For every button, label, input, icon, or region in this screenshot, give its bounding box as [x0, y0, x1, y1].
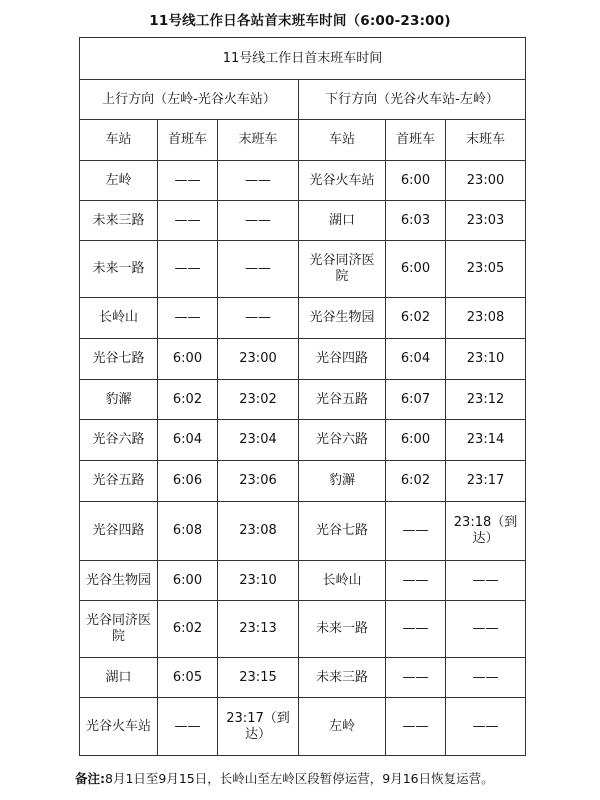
- cell-first-train-up: 6:00: [158, 561, 218, 601]
- cell-first-train-down: ——: [386, 601, 446, 658]
- table-row: [80, 502, 526, 561]
- cell-last-train-down: ——: [446, 601, 526, 658]
- cell-last-train-up: 23:04: [218, 420, 299, 461]
- cell-first-train-down: 6:07: [386, 380, 446, 420]
- cell-station-down: 湖口: [299, 201, 386, 241]
- cell-last-train-up: ——: [218, 201, 299, 241]
- table-row: [80, 658, 526, 698]
- cell-first-train-down: ——: [386, 658, 446, 698]
- cell-station-down: 光谷火车站: [299, 161, 386, 201]
- cell-last-train-up: 23:02: [218, 380, 299, 420]
- table-row: [80, 461, 526, 502]
- cell-first-train-up: ——: [158, 241, 218, 298]
- cell-station-up: 左岭: [80, 161, 158, 201]
- cell-station-up: 光谷火车站: [80, 698, 158, 756]
- cell-last-train-down: 23:14: [446, 420, 526, 461]
- cell-last-train-down: 23:18（到达）: [446, 502, 526, 561]
- cell-last-train-down: 23:10: [446, 339, 526, 380]
- cell-station-up: 未来三路: [80, 201, 158, 241]
- table-row: [80, 420, 526, 461]
- cell-station-up: 光谷七路: [80, 339, 158, 380]
- cell-station-down: 光谷七路: [299, 502, 386, 561]
- cell-last-train-down: 23:08: [446, 298, 526, 339]
- footnote: [75, 769, 595, 787]
- cell-station-down: 未来一路: [299, 601, 386, 658]
- cell-last-train-down: ——: [446, 561, 526, 601]
- cell-first-train-down: 6:02: [386, 461, 446, 502]
- header-last-train-up: 末班车: [218, 120, 299, 161]
- cell-station-down: 左岭: [299, 698, 386, 756]
- cell-last-train-down: ——: [446, 698, 526, 756]
- cell-last-train-up: 23:10: [218, 561, 299, 601]
- cell-last-train-up: 23:00: [218, 339, 299, 380]
- cell-first-train-down: 6:03: [386, 201, 446, 241]
- cell-last-train-down: 23:05: [446, 241, 526, 298]
- cell-first-train-down: 6:00: [386, 161, 446, 201]
- cell-first-train-up: ——: [158, 698, 218, 756]
- cell-first-train-up: 6:02: [158, 601, 218, 658]
- cell-station-up: 光谷四路: [80, 502, 158, 561]
- header-station-up: 车站: [80, 120, 158, 161]
- table-caption: 11号线工作日首末班车时间: [80, 38, 526, 80]
- cell-station-down: 光谷五路: [299, 380, 386, 420]
- cell-last-train-up: 23:08: [218, 502, 299, 561]
- cell-first-train-up: 6:00: [158, 339, 218, 380]
- header-first-train-up: 首班车: [158, 120, 218, 161]
- cell-first-train-down: 6:02: [386, 298, 446, 339]
- cell-first-train-down: 6:00: [386, 420, 446, 461]
- cell-last-train-down: 23:17: [446, 461, 526, 502]
- header-last-train-down: 末班车: [446, 120, 526, 161]
- cell-first-train-up: ——: [158, 201, 218, 241]
- note-text: 8月1日至9月15日，长岭山至左岭区段暂停运营，9月16日恢复运营。: [105, 771, 494, 786]
- cell-last-train-down: ——: [446, 658, 526, 698]
- cell-first-train-up: 6:05: [158, 658, 218, 698]
- cell-last-train-up: 23:17（到达）: [218, 698, 299, 756]
- table-row: [80, 698, 526, 756]
- cell-first-train-down: 6:00: [386, 241, 446, 298]
- cell-last-train-up: ——: [218, 298, 299, 339]
- cell-first-train-up: 6:02: [158, 380, 218, 420]
- cell-last-train-down: 23:03: [446, 201, 526, 241]
- cell-station-down: 豹澥: [299, 461, 386, 502]
- cell-station-down: 光谷同济医院: [299, 241, 386, 298]
- cell-first-train-up: 6:06: [158, 461, 218, 502]
- table-row: [80, 601, 526, 658]
- cell-station-up: 光谷五路: [80, 461, 158, 502]
- cell-last-train-up: 23:06: [218, 461, 299, 502]
- cell-last-train-up: ——: [218, 161, 299, 201]
- cell-first-train-down: ——: [386, 502, 446, 561]
- table-row: [80, 339, 526, 380]
- cell-station-up: 长岭山: [80, 298, 158, 339]
- cell-last-train-down: 23:12: [446, 380, 526, 420]
- cell-first-train-down: ——: [386, 698, 446, 756]
- cell-station-down: 光谷四路: [299, 339, 386, 380]
- cell-first-train-up: 6:04: [158, 420, 218, 461]
- cell-last-train-down: 23:00: [446, 161, 526, 201]
- timetable: [79, 37, 526, 756]
- cell-station-up: 光谷生物园: [80, 561, 158, 601]
- table-row: [80, 201, 526, 241]
- table-row: [80, 561, 526, 601]
- cell-station-down: 长岭山: [299, 561, 386, 601]
- header-first-train-down: 首班车: [386, 120, 446, 161]
- cell-first-train-up: 6:08: [158, 502, 218, 561]
- cell-station-up: 豹澥: [80, 380, 158, 420]
- table-row: [80, 380, 526, 420]
- up-direction-header: 上行方向（左岭-光谷火车站）: [80, 80, 299, 120]
- cell-station-down: 未来三路: [299, 658, 386, 698]
- cell-station-down: 光谷生物园: [299, 298, 386, 339]
- cell-station-up: 光谷同济医院: [80, 601, 158, 658]
- table-row: [80, 298, 526, 339]
- cell-station-down: 光谷六路: [299, 420, 386, 461]
- cell-last-train-up: 23:15: [218, 658, 299, 698]
- cell-first-train-down: ——: [386, 561, 446, 601]
- cell-last-train-up: 23:13: [218, 601, 299, 658]
- table-row: [80, 241, 526, 298]
- header-station-down: 车站: [299, 120, 386, 161]
- table-row: [80, 161, 526, 201]
- cell-station-up: 未来一路: [80, 241, 158, 298]
- note-label: 备注:: [75, 771, 105, 786]
- cell-first-train-up: ——: [158, 298, 218, 339]
- cell-first-train-up: ——: [158, 161, 218, 201]
- down-direction-header: 下行方向（光谷火车站-左岭）: [299, 80, 526, 120]
- cell-station-up: 光谷六路: [80, 420, 158, 461]
- cell-station-up: 湖口: [80, 658, 158, 698]
- cell-last-train-up: ——: [218, 241, 299, 298]
- cell-first-train-down: 6:04: [386, 339, 446, 380]
- page-title: 11号线工作日各站首末班车时间（6:00-23:00): [149, 13, 451, 29]
